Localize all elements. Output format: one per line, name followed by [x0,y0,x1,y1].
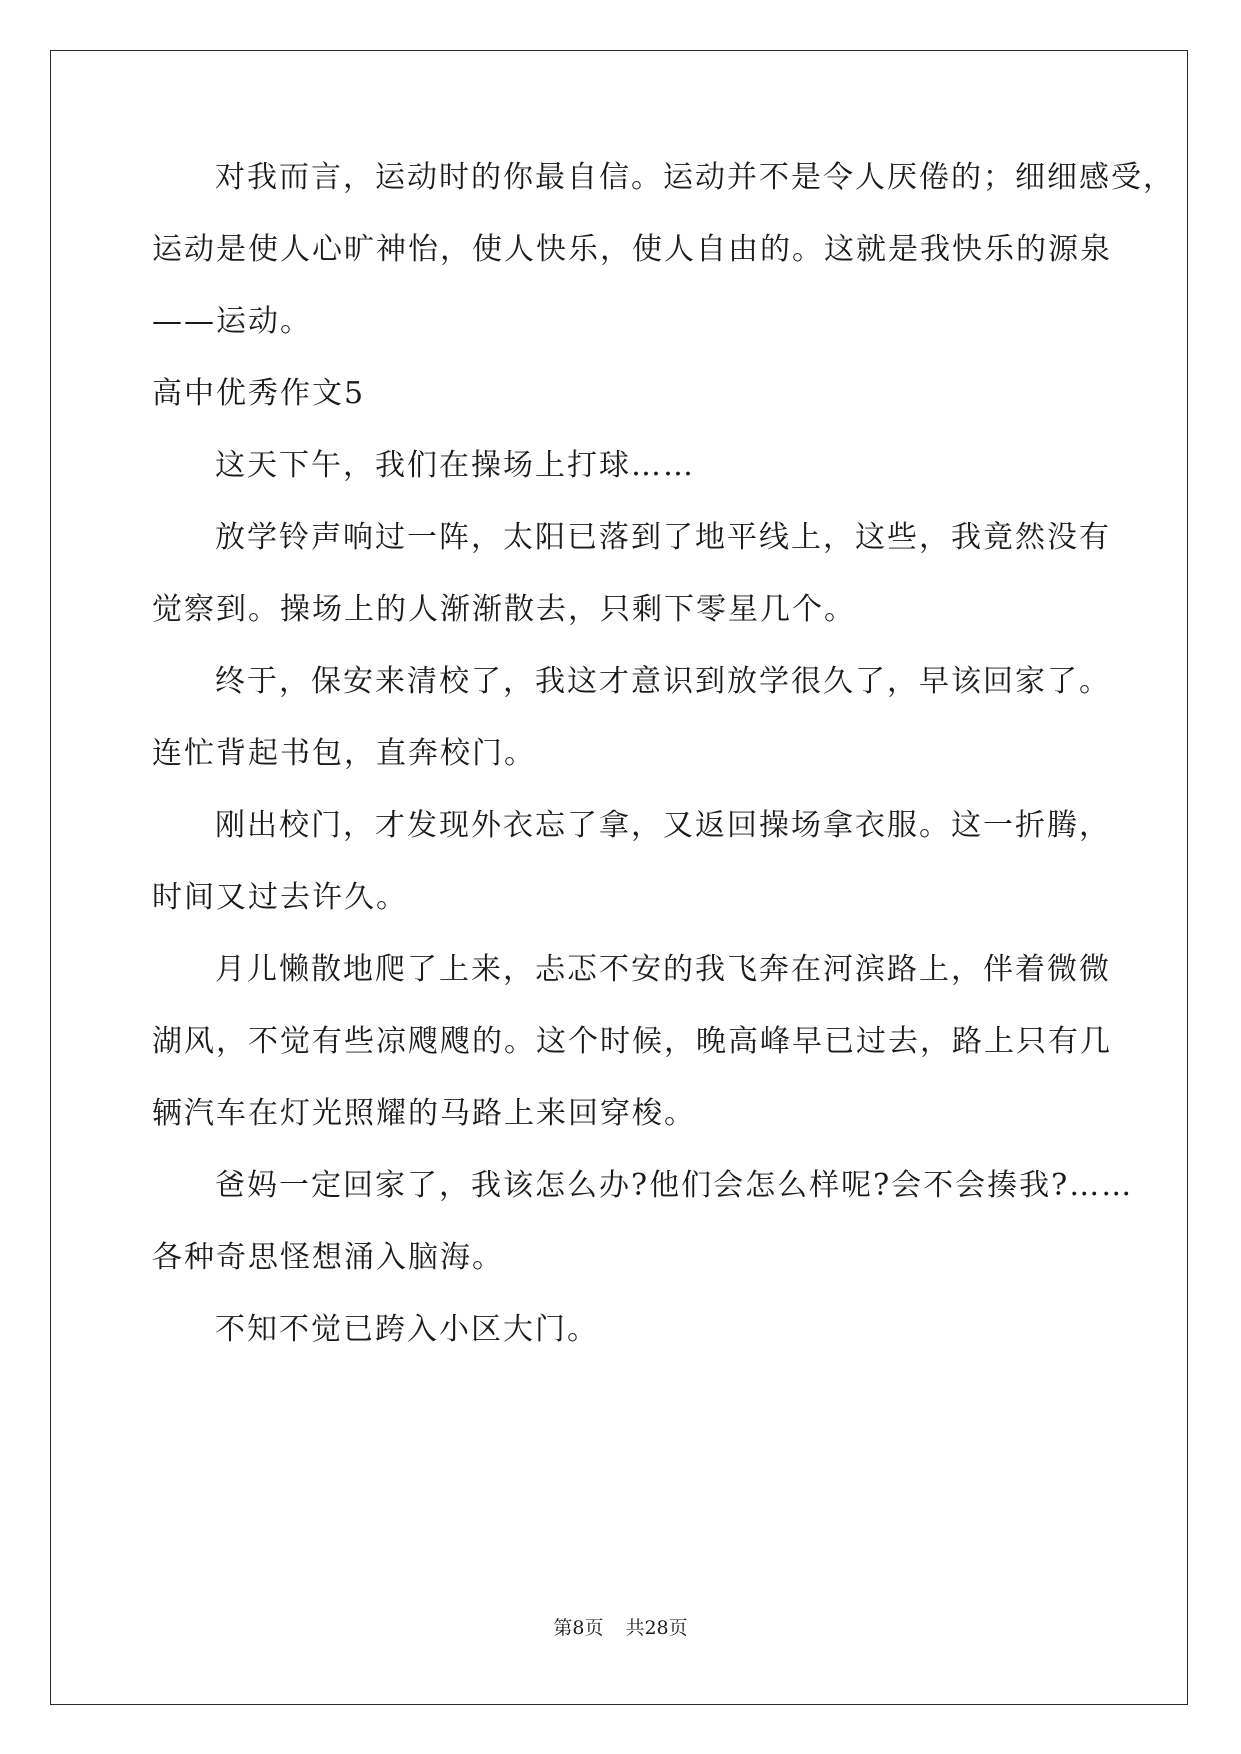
paragraph-line: 爸妈一定回家了，我该怎么办?他们会怎么样呢?会不会揍我?…… [215,1168,1134,1203]
section-heading: 高中优秀作文5 [152,376,366,411]
paragraph-line: 月儿懒散地爬了上来，忐忑不安的我飞奔在河滨路上，伴着微微 [215,952,1111,987]
paragraph-line: 终于，保安来清校了，我这才意识到放学很久了，早该回家了。 [215,664,1111,699]
paragraph-line: 这天下午，我们在操场上打球…… [215,448,695,483]
paragraph-line: 觉察到。操场上的人渐渐散去，只剩下零星几个。 [152,592,856,627]
paragraph-line: 连忙背起书包，直奔校门。 [152,736,536,771]
paragraph-line: 放学铃声响过一阵，太阳已落到了地平线上，这些，我竟然没有 [215,520,1111,555]
paragraph-line: 时间又过去许久。 [152,880,408,915]
paragraph-line: 刚出校门，才发现外衣忘了拿，又返回操场拿衣服。这一折腾， [215,808,1111,843]
paragraph-line: 不知不觉已跨入小区大门。 [215,1312,599,1347]
paragraph-line: ——运动。 [152,304,312,339]
paragraph-line: 各种奇思怪想涌入脑海。 [152,1240,504,1275]
paragraph-line: 对我而言，运动时的你最自信。运动并不是令人厌倦的；细细感受， [215,160,1175,195]
paragraph-line: 辆汽车在灯光照耀的马路上来回穿梭。 [152,1096,696,1131]
page-total: 共28页 [625,1617,688,1639]
paragraph-line: 运动是使人心旷神怡，使人快乐，使人自由的。这就是我快乐的源泉 [152,232,1112,267]
page-number: 第8页 [553,1617,604,1639]
paragraph-line: 湖风，不觉有些凉飕飕的。这个时候，晚高峰早已过去，路上只有几 [152,1024,1112,1059]
page-footer [0,1613,1241,1640]
